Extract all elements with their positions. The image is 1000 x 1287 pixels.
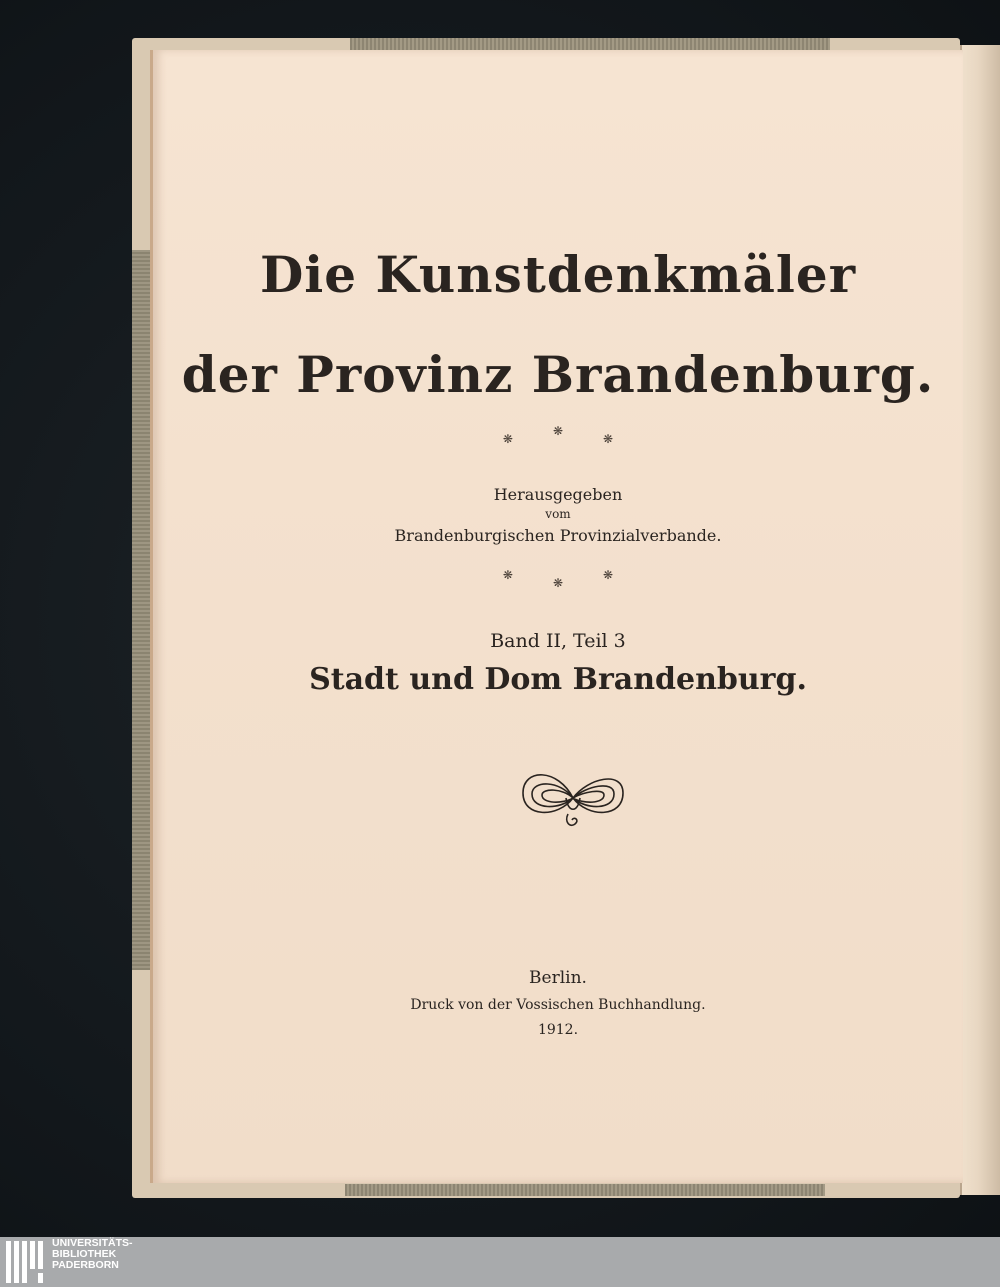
title-line-2: der Provinz Brandenburg.: [181, 345, 935, 404]
editor-vom: vom: [545, 507, 571, 521]
library-name: [52, 1238, 133, 1271]
star-icon: ❋: [502, 568, 513, 582]
editor-name: Brandenburgischen Provinzialverbande.: [394, 526, 722, 545]
subtitle: Stadt und Dom Brandenburg.: [309, 662, 807, 697]
title-page: [150, 50, 963, 1183]
calligraphic-flourish-icon: [518, 758, 628, 834]
star-ornament-top: [153, 424, 963, 446]
cloth-binding-bottom: [345, 1184, 825, 1196]
editor-intro: Herausgegeben: [493, 485, 623, 504]
volume-label: Band II, Teil 3: [490, 630, 626, 652]
publication-place: Berlin.: [529, 968, 587, 988]
star-icon: ❋: [552, 576, 564, 590]
star-icon: ❋: [502, 432, 513, 446]
library-name-line-3: PADERBORN: [52, 1259, 119, 1271]
cloth-binding-left: [132, 250, 150, 970]
page-edge: [960, 45, 1000, 1195]
library-name-line-1: UNIVERSITÄTS-: [52, 1237, 133, 1249]
library-footer: [0, 1237, 1000, 1287]
printer: Druck von der Vossischen Buchhandlung.: [410, 997, 706, 1013]
title-line-1: Die Kunstdenkmäler: [259, 245, 857, 304]
publication-year: 1912.: [537, 1022, 579, 1038]
library-name-line-2: BIBLIOTHEK: [52, 1248, 117, 1260]
star-icon: ❋: [603, 432, 614, 446]
star-icon: ❋: [603, 568, 614, 582]
library-logo-icon: [4, 1239, 46, 1285]
star-icon: ❋: [552, 424, 564, 438]
star-ornament-bottom: [153, 568, 963, 590]
